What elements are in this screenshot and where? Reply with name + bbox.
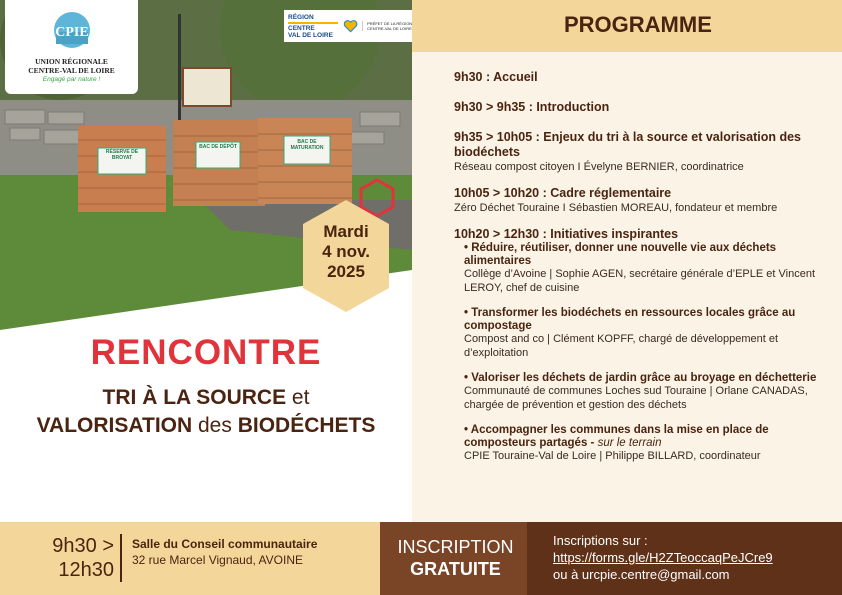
event-venue: Salle du Conseil communautaire 32 rue Marcel Vignaud, AVOINE bbox=[132, 537, 318, 567]
programme-title: PROGRAMME bbox=[564, 12, 712, 37]
programme-item: 10h05 > 10h20 : Cadre réglementaire Zéro Déchet Touraine I Sébastien MOREAU, fondateur et membre bbox=[454, 186, 778, 214]
footer-time-venue bbox=[0, 522, 380, 595]
event-kind: RENCONTRE bbox=[90, 333, 322, 372]
event-year: 2025 bbox=[327, 262, 365, 281]
registration-link[interactable]: https://forms.gle/H2ZTeoccaqPeJCre9 bbox=[553, 550, 773, 565]
programme-item: 9h30 : Accueil bbox=[454, 70, 538, 84]
initiative-item: • Valoriser les déchets de jardin grâce au broyage en déchetterie Communauté de communes Loches sud Touraine | Orlane CANADAS, chargée de prévention et gestion des déchets bbox=[464, 372, 817, 411]
inscription-badge: INSCRIPTION GRATUITE bbox=[397, 537, 514, 579]
prefet-logo: PRÉFET DE LA RÉGION CENTRE-VAL DE LOIRE bbox=[362, 21, 412, 31]
event-date bbox=[303, 222, 389, 282]
region-logo: RÉGION CENTRE VAL DE LOIRE bbox=[284, 14, 343, 39]
logo-tagline: Engagé par nature ! bbox=[42, 76, 101, 83]
footer bbox=[0, 522, 842, 595]
programme-header bbox=[412, 0, 842, 52]
event-date-value: 4 nov. bbox=[322, 242, 370, 261]
registration-email[interactable]: ou à urcpie.centre@gmail.com bbox=[553, 567, 730, 582]
registration-info: Inscriptions sur : https://forms.gle/H2ZTeoccaqPeJCre9 ou à urcpie.centre@gmail.com bbox=[553, 533, 773, 582]
left-panel bbox=[0, 0, 412, 522]
bin-label-left: RÉSERVE DE BROYAT bbox=[105, 149, 139, 161]
programme-item: 10h20 > 12h30 : Initiatives inspirantes bbox=[454, 227, 679, 241]
bin-label-middle: BAC DE DÉPÔT bbox=[199, 144, 237, 150]
region-heart-icon bbox=[343, 18, 358, 34]
event-time: 9h30 > 12h30 bbox=[52, 535, 114, 581]
programme-panel bbox=[412, 0, 842, 522]
programme-list bbox=[454, 70, 834, 464]
cpie-emblem-icon bbox=[48, 10, 96, 50]
initiative-item: • Réduire, réutiliser, donner une nouvelle vie aux déchets alimentaires Collège d’Avoine | Sophie AGEN, secrétaire générale d’EPLE et Vincent LEROY, chef de cuisine bbox=[464, 242, 816, 294]
partner-logos bbox=[284, 10, 412, 42]
bin-label-right: BAC DE MATURATION bbox=[290, 139, 324, 151]
initiative-item: • Accompagner les communes dans la mise en place de composteurs partagés - sur le terrain CPIE Touraine-Val de Loire | Philippe BILLARD, coordinateur bbox=[464, 424, 769, 462]
initiative-item: • Transformer les biodéchets en ressources locales grâce au compostage Compost and co | Clément KOPFF, chargé de développement et d’exploitation bbox=[464, 307, 796, 359]
cpie-logo bbox=[5, 0, 138, 94]
logo-line2: CENTRE-VAL DE LOIRE bbox=[28, 66, 115, 75]
event-title-line1: TRI À LA SOURCE et bbox=[102, 386, 310, 409]
logo-abbr: CPIE bbox=[54, 25, 89, 40]
logo-line1: UNION RÉGIONALE bbox=[35, 57, 108, 66]
programme-item: 9h30 > 9h35 : Introduction bbox=[454, 100, 610, 114]
event-title-line2: VALORISATION des BIODÉCHETS bbox=[36, 414, 376, 437]
footer-divider bbox=[120, 534, 122, 582]
programme-item: 9h35 > 10h05 : Enjeux du tri à la source et valorisation des biodéchets Réseau compost citoyen I Évelyne BERNIER, coordinatrice bbox=[454, 130, 802, 173]
event-day: Mardi bbox=[323, 222, 369, 241]
